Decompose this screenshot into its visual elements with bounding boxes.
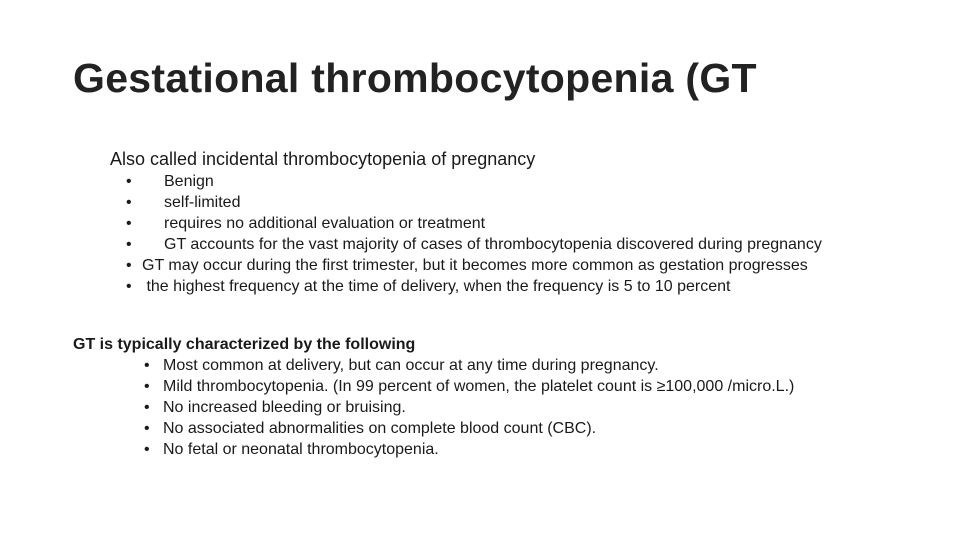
- characteristics-list: [144, 358, 804, 463]
- list-item-text: self-limited: [164, 194, 241, 211]
- list-item-text: No associated abnormalities on complete blood count (CBC).: [163, 420, 597, 437]
- bullet-icon: •: [144, 441, 150, 458]
- subtitle: Also called incidental thrombocytopenia of pregnancy: [110, 149, 536, 169]
- bullet-icon: •: [126, 173, 132, 190]
- list-item-text: Benign: [164, 173, 214, 190]
- list-item-text: Mild thrombocytopenia. (In 99 percent of women, the platelet count is ≥100,000 /micro.L.): [163, 378, 795, 395]
- list-item: [144, 421, 804, 437]
- list-item-text: requires no additional evaluation or treatment: [164, 215, 486, 232]
- bullet-icon: •: [144, 378, 150, 395]
- section-heading: GT is typically characterized by the following: [73, 336, 416, 353]
- bullet-icon: •: [126, 194, 132, 211]
- list-item: [126, 216, 866, 232]
- bullet-icon: •: [144, 357, 150, 374]
- list-item: [144, 400, 804, 416]
- bullet-icon: •: [126, 215, 132, 232]
- list-item: [144, 358, 804, 374]
- slide-title: Gestational thrombocytopenia (GT: [73, 55, 757, 101]
- primary-bullet-list: [126, 174, 866, 300]
- bullet-icon: •: [144, 399, 150, 416]
- list-item-text: No fetal or neonatal thrombocytopenia.: [163, 441, 439, 458]
- list-item-text: No increased bleeding or bruising.: [163, 399, 406, 416]
- list-item: [144, 442, 804, 458]
- list-item: [144, 379, 804, 395]
- bullet-icon: •: [126, 236, 132, 253]
- list-item-text: Most common at delivery, but can occur at any time during pregnancy.: [163, 357, 659, 374]
- list-item: [126, 195, 866, 211]
- bullet-icon: •: [126, 257, 132, 274]
- list-item: [126, 279, 866, 295]
- list-item: [126, 237, 866, 253]
- bullet-icon: •: [144, 420, 150, 437]
- bullet-icon: •: [126, 278, 132, 295]
- list-item-text: the highest frequency at the time of delivery, when the frequency is 5 to 10 percent: [142, 278, 731, 295]
- list-item-text: GT accounts for the vast majority of cases of thrombocytopenia discovered during pregnancy: [164, 236, 822, 253]
- list-item-text: GT may occur during the first trimester, but it becomes more common as gestation progresses: [142, 257, 808, 274]
- list-item: [126, 258, 866, 274]
- list-item: [126, 174, 866, 190]
